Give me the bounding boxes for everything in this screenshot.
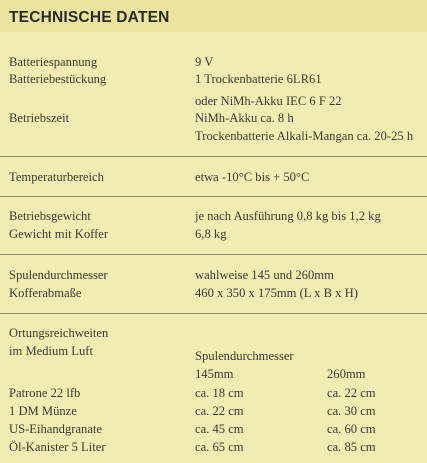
range-row-value-260: ca. 85 cm [327, 440, 376, 454]
range-row-value-145: ca. 65 cm [195, 440, 244, 454]
range-row-value-145: ca. 45 cm [195, 422, 244, 436]
range-col-260: 260mm [327, 367, 366, 381]
range-coil-header: Spulendurchmesser [195, 349, 294, 363]
battery-equipment-value-1: 1 Trockenbatterie 6LR61 [195, 72, 322, 86]
battery-voltage-label: Batteriespannung [9, 55, 98, 69]
case-weight-value: 6,8 kg [195, 227, 227, 241]
operating-weight-value: je nach Ausführung 0,8 kg bis 1,2 kg [195, 209, 381, 223]
page-title: TECHNISCHE DATEN [9, 9, 170, 26]
range-row-object: 1 DM Münze [9, 404, 77, 418]
battery-equipment-value-2: oder NiMh-Akku IEC 6 F 22 [195, 94, 342, 108]
coil-diameter-value: wahlweise 145 und 260mm [195, 268, 334, 282]
battery-runtime-value-1: NiMh-Akku ca. 8 h [195, 111, 294, 125]
case-dimensions-value: 460 x 350 x 175mm (L x B x H) [195, 286, 358, 300]
case-weight-label: Gewicht mit Koffer [9, 227, 109, 241]
separator [0, 254, 427, 255]
operating-weight-label: Betriebsgewicht [9, 209, 91, 223]
range-row-object: US-Eihandgranate [9, 422, 103, 436]
range-row-value-145: ca. 18 cm [195, 386, 244, 400]
range-row-value-260: ca. 22 cm [327, 386, 376, 400]
case-dimensions-label: Kofferabmaße [9, 286, 82, 300]
range-label-1: Ortungsreichweiten [9, 326, 109, 340]
range-col-145: 145mm [195, 367, 234, 381]
range-row-object: Patrone 22 lfb [9, 386, 81, 400]
range-row-object: Öl-Kanister 5 Liter [9, 440, 106, 454]
separator [0, 313, 427, 314]
range-row-value-260: ca. 30 cm [327, 404, 376, 418]
battery-equipment-label: Batteriebestückung [9, 72, 107, 86]
separator [0, 156, 427, 157]
range-row-value-145: ca. 22 cm [195, 404, 244, 418]
battery-voltage-value: 9 V [195, 55, 214, 69]
temperature-value: etwa -10°C bis + 50°C [195, 170, 310, 184]
range-row-value-260: ca. 60 cm [327, 422, 376, 436]
battery-runtime-value-2: Trockenbatterie Alkali-Mangan ca. 20-25 h [195, 129, 414, 143]
coil-diameter-label: Spulendurchmesser [9, 268, 108, 282]
temperature-label: Temperaturbereich [9, 170, 104, 184]
separator [0, 196, 427, 197]
range-label-2: im Medium Luft [9, 344, 93, 358]
battery-runtime-label: Betriebszeit [9, 111, 70, 125]
header-bar [0, 0, 427, 32]
